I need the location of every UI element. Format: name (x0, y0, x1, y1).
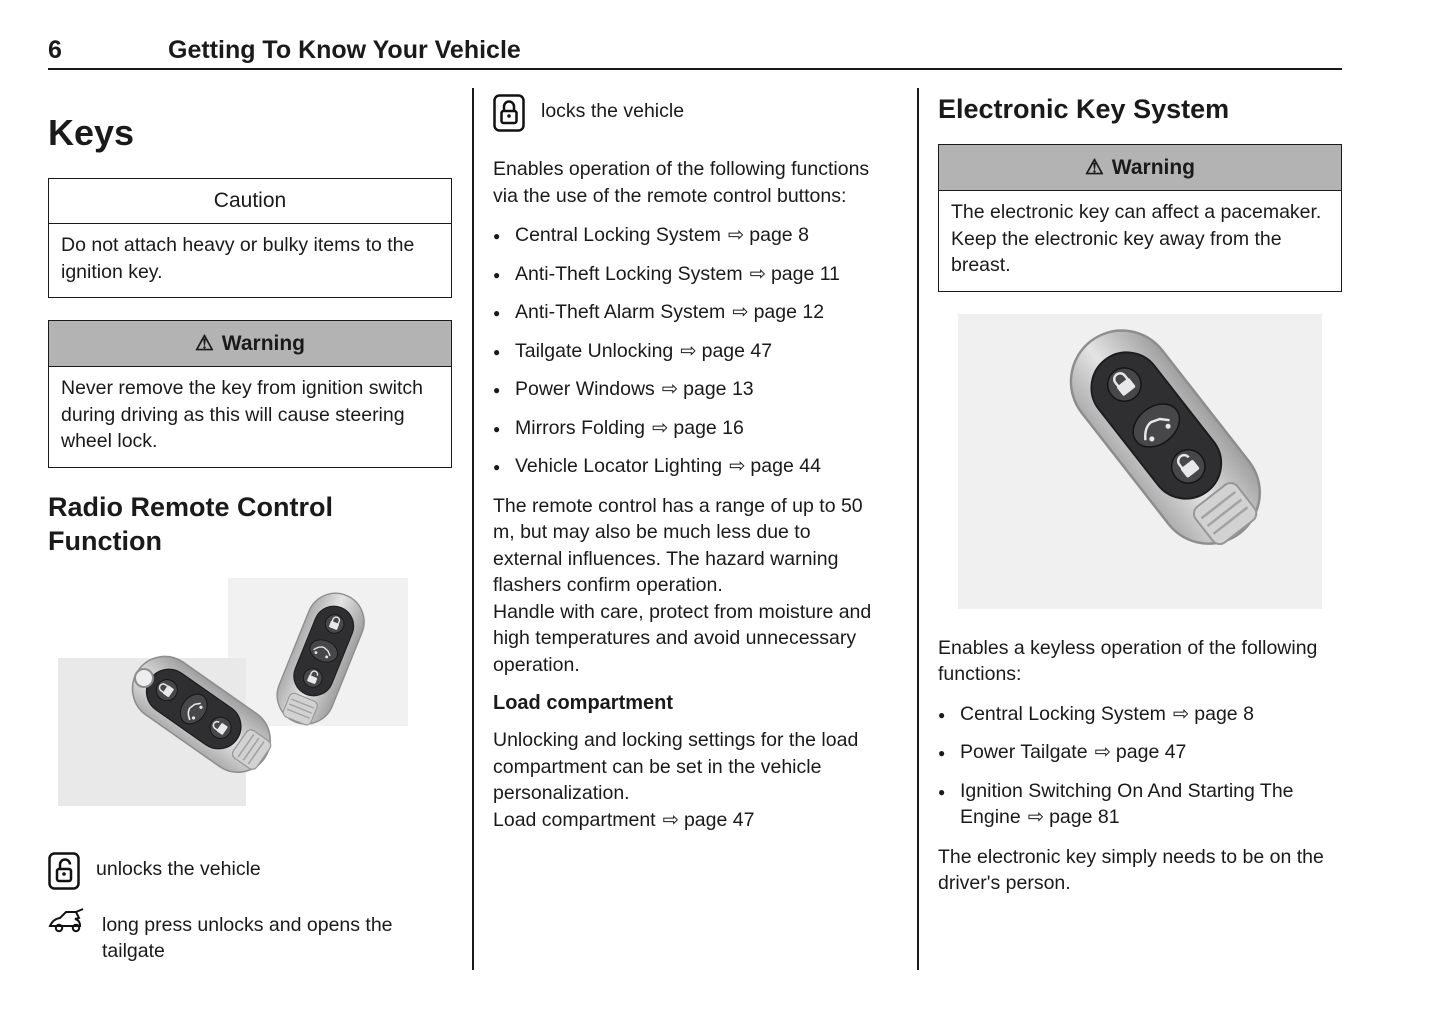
caution-body: Do not attach heavy or bulky items to the ignition key. (61, 234, 415, 283)
arrow-right-icon: ⇨ (732, 301, 749, 323)
column-divider-2 (917, 88, 919, 970)
legend-lock-text: locks the vehicle (541, 100, 685, 122)
ref-label: Anti-Theft Alarm System (515, 301, 726, 323)
electronic-key-function-list (938, 701, 1342, 831)
arrow-right-icon: ⇨ (652, 416, 669, 439)
bullet-icon: ● (493, 344, 501, 359)
unlock-icon (48, 852, 80, 890)
ref-label: Central Locking System (515, 224, 721, 246)
caution-box (48, 178, 452, 298)
warning-body-line: Keep the electronic key away from the breast. (951, 227, 1282, 276)
legend-lock (493, 94, 885, 132)
chapter-title: Getting To Know Your Vehicle (168, 36, 521, 64)
arrow-right-icon: ⇨ (662, 808, 679, 831)
ref-label: Power Tailgate (960, 741, 1088, 763)
ref-label: Tailgate Unlocking (515, 339, 674, 362)
list-item (493, 453, 885, 480)
list-item (938, 739, 1342, 766)
bullet-icon: ● (493, 421, 501, 436)
remote-function-list (493, 222, 885, 480)
remote-range-note: The remote control has a range of up to 50 m, but may also be much less due to external influences. The hazard warning flashers confirm operation. (493, 494, 863, 596)
column-divider-1 (472, 88, 474, 970)
page-reference: page 47 (683, 808, 755, 831)
ref-label: Power Windows (515, 378, 655, 400)
arrow-right-icon: ⇨ (1172, 702, 1190, 725)
list-item (493, 415, 885, 442)
page-reference: page 47 (701, 339, 773, 362)
column-keys (48, 88, 452, 983)
legend-tailgate (48, 908, 452, 965)
tailgate-open-icon (48, 908, 86, 934)
ref-label: Vehicle Locator Lighting (515, 455, 723, 477)
remote-keys-image (58, 578, 410, 808)
page-reference: page 44 (750, 455, 821, 477)
warning-body-line: The electronic key can affect a pacemaker. (951, 201, 1322, 223)
bullet-icon: ● (493, 383, 501, 397)
page-reference: page 12 (753, 301, 825, 323)
page-reference: page 13 (683, 378, 754, 400)
bullet-icon: ● (493, 306, 501, 320)
page-reference: page 8 (749, 224, 809, 246)
warning-box-electronic-key (938, 144, 1342, 292)
remote-keys-illustration (58, 578, 410, 808)
bullet-icon: ● (938, 707, 946, 722)
keys-heading: Keys (48, 112, 135, 153)
warning-title-label: Warning (221, 332, 306, 355)
bullet-icon: ● (938, 746, 946, 760)
remote-care-note: Handle with care, protect from moisture and high temperatures and avoid unnecessary operation. (493, 600, 872, 676)
warning-title-label: Warning (1111, 156, 1196, 179)
warning-box-keys (48, 320, 452, 468)
electronic-key-heading: Electronic Key System (938, 94, 1230, 124)
ref-label: Anti-Theft Locking System (515, 262, 743, 285)
legend-unlock-text: unlocks the vehicle (96, 857, 261, 880)
electronic-key-image (958, 314, 1322, 609)
warning-body (939, 191, 1341, 291)
column-remote-functions (493, 88, 885, 833)
column-electronic-key (938, 88, 1342, 910)
warning-triangle-icon: ⚠ (1084, 156, 1104, 179)
arrow-right-icon: ⇨ (680, 339, 697, 362)
list-item (493, 376, 885, 403)
list-item (493, 299, 885, 326)
list-item (493, 222, 885, 249)
lock-icon (493, 94, 525, 132)
ref-label: Load compartment (493, 808, 656, 831)
warning-title (49, 321, 451, 367)
warning-title (939, 145, 1341, 191)
remote-intro: Enables operation of the following functions via the use of the remote control buttons: (493, 158, 870, 207)
page-reference: page 11 (770, 262, 840, 285)
electronic-key-note: The electronic key simply needs to be on the driver's person. (938, 845, 1324, 894)
header-rule (48, 68, 1342, 70)
ref-label: Central Locking System (960, 702, 1166, 725)
arrow-right-icon: ⇨ (661, 378, 679, 400)
bullet-icon: ● (493, 229, 501, 243)
list-item (938, 778, 1342, 831)
ref-label: Ignition Switching On And Starting The Engine (960, 779, 1294, 828)
page-reference: page 47 (1115, 741, 1187, 763)
page-reference: page 16 (673, 416, 744, 439)
load-compartment-ref (493, 807, 885, 834)
legend-unlock (48, 852, 452, 890)
arrow-right-icon: ⇨ (727, 224, 745, 246)
page-number: 6 (48, 36, 62, 64)
load-compartment-heading: Load compartment (493, 692, 674, 714)
list-item (938, 701, 1342, 728)
electronic-key-intro: Enables a keyless operation of the following functions: (938, 636, 1318, 685)
electronic-key-illustration (958, 314, 1322, 609)
list-item (493, 261, 885, 288)
page-reference: page 81 (1049, 806, 1120, 828)
legend-tailgate-text: long press unlocks and opens the tailgate (102, 913, 393, 962)
warning-body: Never remove the key from ignition switch during driving as this will cause steering wheel lock. (61, 377, 423, 452)
caution-title: Caution (49, 179, 451, 224)
radio-remote-heading: Radio Remote Control Function (48, 491, 334, 556)
bullet-icon: ● (493, 460, 501, 474)
arrow-right-icon: ⇨ (1094, 741, 1111, 763)
arrow-right-icon: ⇨ (729, 455, 746, 477)
arrow-right-icon: ⇨ (749, 262, 766, 285)
bullet-icon: ● (493, 267, 501, 282)
bullet-icon: ● (938, 784, 946, 799)
page-reference: page 8 (1194, 702, 1254, 725)
warning-triangle-icon: ⚠ (194, 332, 214, 355)
list-item (493, 338, 885, 365)
arrow-right-icon: ⇨ (1027, 806, 1045, 828)
load-compartment-body: Unlocking and locking settings for the load compartment can be set in the vehicle personalization. (493, 729, 859, 804)
ref-label: Mirrors Folding (515, 416, 646, 439)
